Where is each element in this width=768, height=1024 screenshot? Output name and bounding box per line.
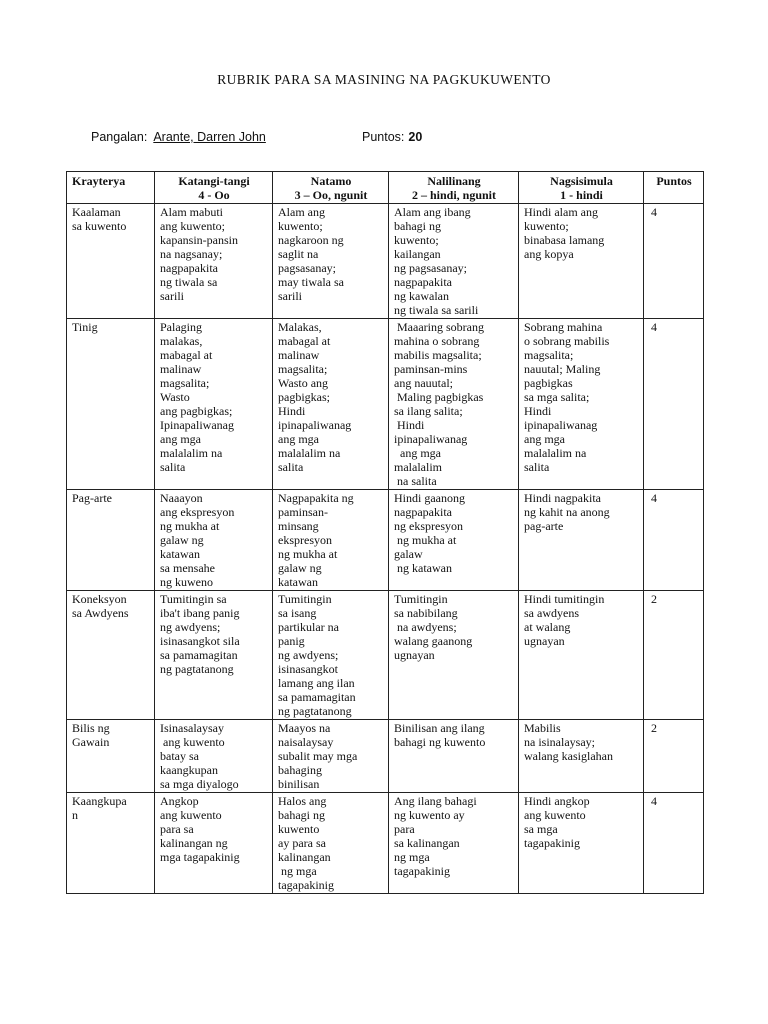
table-row: [67, 793, 704, 894]
level-4-cell: Tumitingin sa iba't ibang panig ng awdyens; isinasangkot sila sa pamamagitan ng pagtatanong: [155, 591, 273, 720]
level-3-cell: Malakas, mabagal at malinaw magsalita; Wasto ang pagbigkas; Hindi ipinapaliwanag ang mga malalalim na salita: [273, 319, 389, 490]
table-row: [67, 591, 704, 720]
table-row: [67, 319, 704, 490]
total-score-value: 20: [408, 130, 423, 144]
header-criteria: Krayterya: [67, 172, 155, 204]
level-1-cell: Hindi angkop ang kuwento sa mga tagapakinig: [519, 793, 644, 894]
level-1-cell: Sobrang mahina o sobrang mabilis magsalita; nauutal; Maling pagbigkas sa mga salita; Hindi ipinapaliwanag ang mga malalalim na salita: [519, 319, 644, 490]
header-score: Puntos: [644, 172, 704, 204]
level-4-cell: Angkop ang kuwento para sa kalinangan ng mga tagapakinig: [155, 793, 273, 894]
table-row: [67, 204, 704, 319]
criteria-cell: Tinig: [67, 319, 155, 490]
level-2-cell: Binilisan ang ilang bahagi ng kuwento: [389, 720, 519, 793]
criteria-cell: Pag-arte: [67, 490, 155, 591]
document-title: RUBRIK PARA SA MASINING NA PAGKUKUWENTO: [217, 72, 551, 87]
level-2-cell: Hindi gaanong nagpapakita ng ekspresyon ng mukha at galaw ng katawan: [389, 490, 519, 591]
score-cell: 4: [644, 490, 704, 591]
level-3-cell: Nagpapakita ng paminsan- minsang ekspresyon ng mukha at galaw ng katawan: [273, 490, 389, 591]
score-cell: 4: [644, 204, 704, 319]
student-name: Arante, Darren John: [153, 130, 266, 144]
criteria-cell: Kaangkupa n: [67, 793, 155, 894]
score-cell: 2: [644, 591, 704, 720]
student-info-row: [91, 130, 423, 144]
criteria-cell: Koneksyon sa Awdyens: [67, 591, 155, 720]
criteria-cell: Kaalaman sa kuwento: [67, 204, 155, 319]
table-row: [67, 720, 704, 793]
level-3-cell: Maayos na naisalaysay subalit may mga bahaging binilisan: [273, 720, 389, 793]
header-level-1: Nagsisimula 1 - hindi: [519, 172, 644, 204]
score-cell: 4: [644, 319, 704, 490]
table-row: [67, 490, 704, 591]
level-4-cell: Alam mabuti ang kuwento; kapansin-pansin na nagsanay; nagpapakita ng tiwala sa sarili: [155, 204, 273, 319]
level-2-cell: Tumitingin sa nabibilang na awdyens; walang gaanong ugnayan: [389, 591, 519, 720]
level-1-cell: Hindi alam ang kuwento; binabasa lamang ang kopya: [519, 204, 644, 319]
level-1-cell: Mabilis na isinalaysay; walang kasiglahan: [519, 720, 644, 793]
level-4-cell: Isinasalaysay ang kuwento batay sa kaangkupan sa mga diyalogo: [155, 720, 273, 793]
level-3-cell: Halos ang bahagi ng kuwento ay para sa kalinangan ng mga tagapakinig: [273, 793, 389, 894]
level-3-cell: Tumitingin sa isang partikular na panig ng awdyens; isinasangkot lamang ang ilan sa pamamagitan ng pagtatanong: [273, 591, 389, 720]
level-2-cell: Alam ang ibang bahagi ng kuwento; kailangan ng pagsasanay; nagpapakita ng kawalan ng tiwala sa sarili: [389, 204, 519, 319]
name-label: Pangalan:: [91, 130, 148, 144]
level-4-cell: Palaging malakas, mabagal at malinaw magsalita; Wasto ang pagbigkas; Ipinapaliwanag ang mga malalalim na salita: [155, 319, 273, 490]
header-level-3: Natamo 3 – Oo, ngunit: [273, 172, 389, 204]
total-score-block: [362, 130, 422, 144]
level-2-cell: Maaaring sobrang mahina o sobrang mabilis magsalita; paminsan-mins ang nauutal; Maling pagbigkas sa ilang salita; Hindi ipinapaliwanag ang mga malalalim na salita: [389, 319, 519, 490]
criteria-cell: Bilis ng Gawain: [67, 720, 155, 793]
rubric-header-row: [67, 172, 704, 204]
level-3-cell: Alam ang kuwento; nagkaroon ng saglit na pagsasanay; may tiwala sa sarili: [273, 204, 389, 319]
header-level-2: Nalilinang 2 – hindi, ngunit: [389, 172, 519, 204]
score-cell: 4: [644, 793, 704, 894]
level-4-cell: Naaayon ang ekspresyon ng mukha at galaw ng katawan sa mensahe ng kuweno: [155, 490, 273, 591]
level-1-cell: Hindi tumitingin sa awdyens at walang ugnayan: [519, 591, 644, 720]
score-cell: 2: [644, 720, 704, 793]
rubric-table: [66, 171, 704, 894]
header-level-4: Katangi-tangi 4 - Oo: [155, 172, 273, 204]
level-1-cell: Hindi nagpakita ng kahit na anong pag-arte: [519, 490, 644, 591]
level-2-cell: Ang ilang bahagi ng kuwento ay para sa kalinangan ng mga tagapakinig: [389, 793, 519, 894]
score-label: Puntos:: [362, 130, 405, 144]
